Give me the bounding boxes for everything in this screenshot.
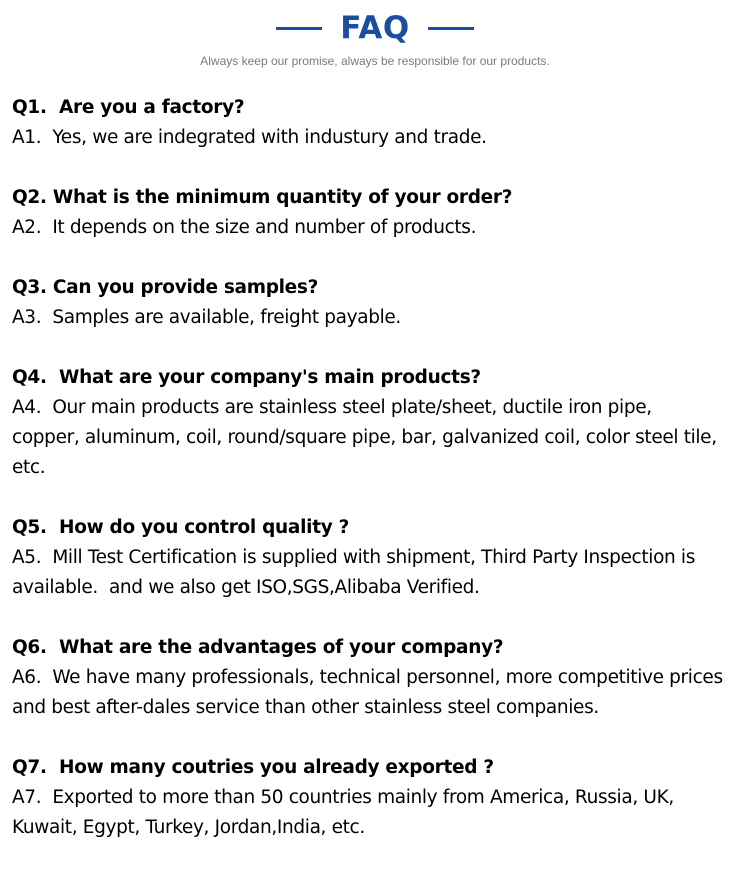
faq-question: Q2. What is the minimum quantity of your order? (12, 187, 513, 208)
faq-question: Q3. Can you provide samples? (12, 277, 319, 298)
page-title: FAQ (340, 10, 410, 46)
faq-item-1 (12, 93, 744, 153)
faq-question: Q7. How many coutries you already exported ? (12, 757, 494, 778)
faq-answer-line: A4. Our main products are stainless steel plate/sheet, ductile iron pipe, (12, 397, 652, 418)
faq-item-3 (12, 273, 744, 333)
faq-answer-line: A2. It depends on the size and number of products. (12, 217, 477, 238)
faq-answer-line: A7. Exported to more than 50 countries mainly from America, Russia, UK, (12, 787, 674, 808)
faq-answer-line: and best after-dales service than other stainless steel companies. (12, 697, 599, 718)
faq-answer-line: Kuwait, Egypt, Turkey, Jordan,India, etc. (12, 817, 365, 838)
faq-item-4 (12, 363, 744, 483)
faq-item-5 (12, 513, 744, 603)
faq-item-6 (12, 633, 744, 723)
faq-item-7 (12, 753, 744, 843)
faq-question: Q1. Are you a factory? (12, 97, 245, 118)
faq-header (0, 0, 750, 80)
faq-list (12, 93, 744, 873)
faq-answer-line: A6. We have many professionals, technical personnel, more competitive prices (12, 667, 723, 688)
faq-answer-line: A1. Yes, we are indegrated with industury and trade. (12, 127, 487, 148)
faq-answer-line: available. and we also get ISO,SGS,Alibaba Verified. (12, 577, 480, 598)
faq-answer-line: etc. (12, 457, 46, 478)
faq-question: Q5. How do you control quality ? (12, 517, 350, 538)
title-left-rule (276, 27, 322, 30)
faq-question: Q4. What are your company's main products? (12, 367, 481, 388)
faq-item-2 (12, 183, 744, 243)
faq-question: Q6. What are the advantages of your company? (12, 637, 504, 658)
faq-answer-line: A3. Samples are available, freight payable. (12, 307, 401, 328)
faq-answer-line: A5. Mill Test Certification is supplied with shipment, Third Party Inspection is (12, 547, 696, 568)
faq-answer-line: copper, aluminum, coil, round/square pipe, bar, galvanized coil, color steel tile, (12, 427, 717, 448)
page-subtitle: Always keep our promise, always be responsible for our products. (200, 54, 550, 68)
title-right-rule (428, 27, 474, 30)
title-row (0, 8, 750, 48)
